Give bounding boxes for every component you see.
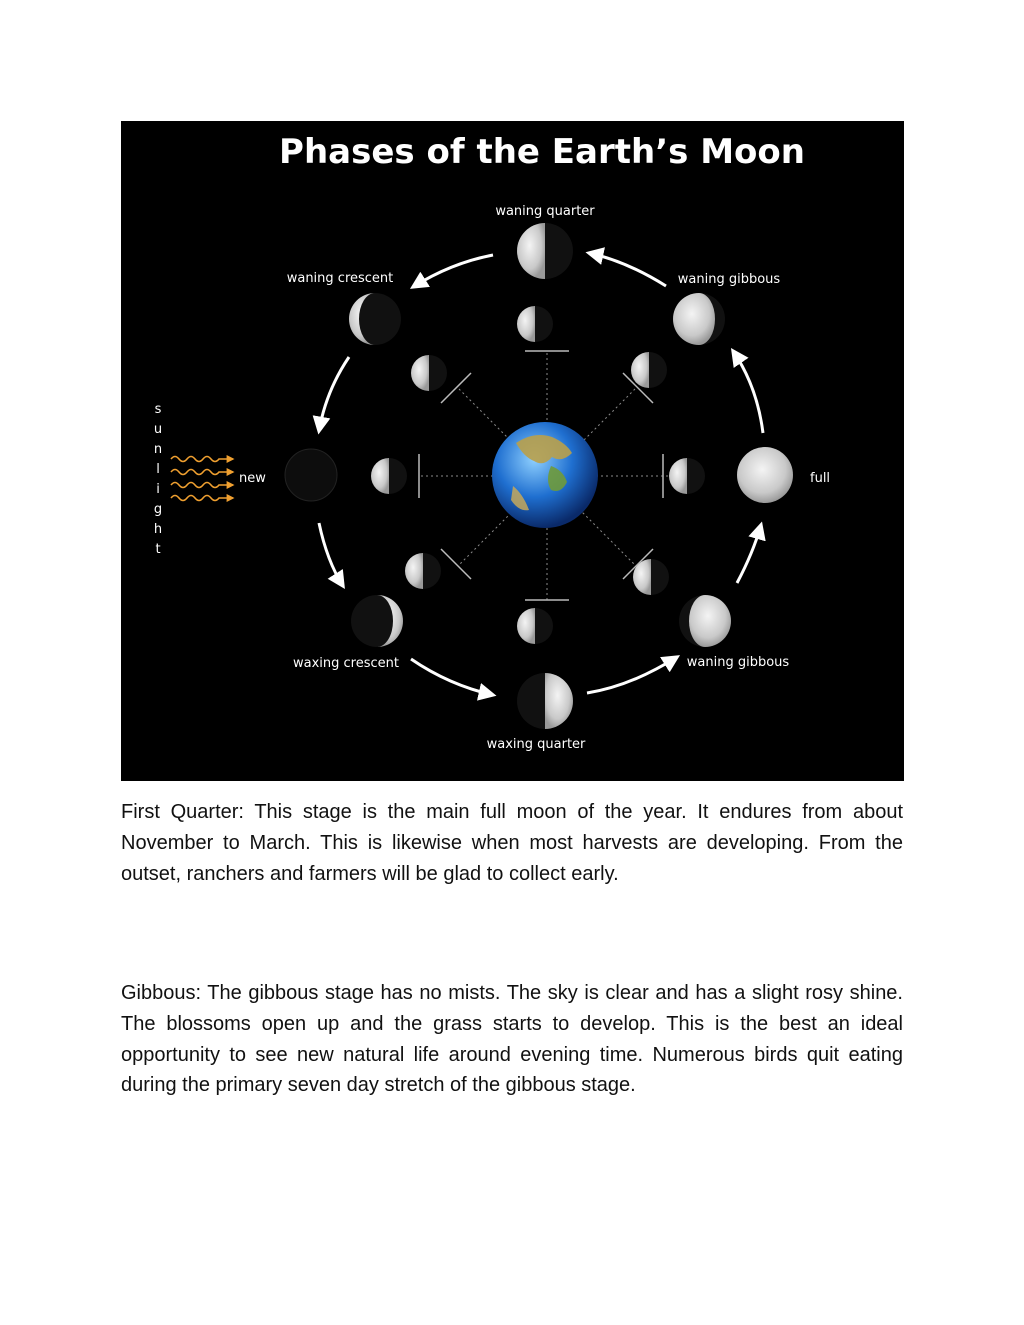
sunlight-label [154, 402, 162, 557]
figure-title: Phases of the Earth’s Moon [279, 132, 805, 172]
phase-label-top-left: waning crescent [286, 271, 394, 286]
moon-icon [405, 553, 441, 589]
moon-icon [517, 306, 553, 342]
moon-icon [517, 673, 573, 729]
moon-icon [371, 458, 407, 494]
moon-icon [737, 447, 793, 503]
moon-icon [669, 458, 705, 494]
moon-phases-figure [121, 121, 904, 781]
paragraph-first-quarter: First Quarter: This stage is the main full moon of the year. It endures from about November to March. This is likewise when most harvests are developing. From the outset, ranchers and farmers will be glad to collect early. [121, 801, 903, 885]
phase-label-bottom: waxing quarter [486, 737, 586, 752]
moon-icon [351, 595, 403, 647]
moon-phases-diagram [121, 121, 904, 781]
moon-icon [673, 293, 725, 345]
earth-icon [492, 422, 598, 528]
moon-icon [633, 559, 669, 595]
moon-icon [631, 352, 667, 388]
sunlight-letter: g [153, 502, 163, 517]
phase-label-bottom-right: waning gibbous [686, 655, 790, 670]
phase-label-bottom-left: waxing crescent [293, 656, 399, 671]
paragraph-gibbous: Gibbous: The gibbous stage has no mists. The sky is clear and has a slight rosy shine. The blossoms open up and the grass starts to develop. This is the best an ideal opportunity to see new natural life around evening time. Numerous birds quit eating during the primary seven day stretch of the gibbous stage. [121, 982, 903, 1097]
sunlight-letter: i [156, 482, 160, 497]
sunlight-rays [171, 457, 233, 501]
phase-label-top-right: waning gibbous [677, 272, 781, 287]
sunlight-letter: t [155, 542, 161, 557]
sunlight-letter: u [153, 422, 163, 437]
moon-icon [349, 293, 401, 345]
moon-icon [679, 595, 731, 647]
sunlight-letter: l [156, 462, 160, 477]
moon-icon [411, 355, 447, 391]
sunlight-letter: n [153, 442, 163, 457]
phase-label-top: waning quarter [495, 204, 595, 219]
sunlight-letter: h [153, 522, 163, 537]
moon-icon [517, 608, 553, 644]
sunlight-letter: s [154, 402, 162, 417]
phase-label-left: new [239, 471, 266, 486]
moon-icon [517, 223, 573, 279]
phase-label-right: full [810, 471, 831, 486]
moon-icon [285, 449, 337, 501]
